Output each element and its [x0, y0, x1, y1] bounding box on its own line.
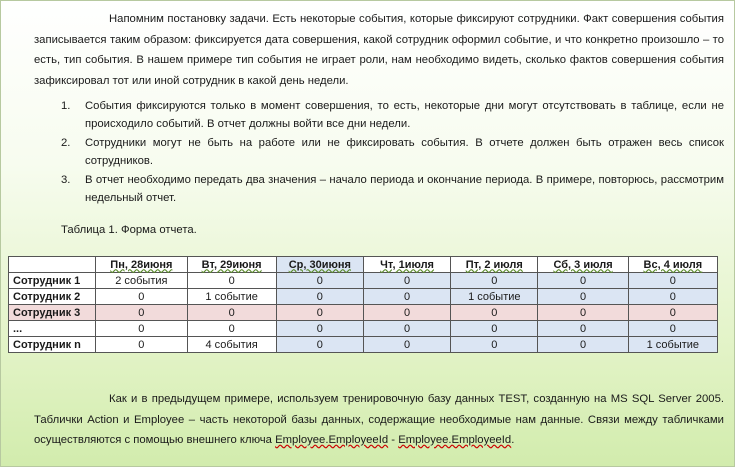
table-cell: 4 события [187, 337, 276, 353]
row-header: Сотрудник n [9, 337, 96, 353]
table-cell: 0 [363, 289, 450, 305]
table-cell: 0 [628, 305, 717, 321]
table-cell: 0 [363, 337, 450, 353]
table-cell: 0 [363, 273, 450, 289]
table-cell: 0 [363, 321, 450, 337]
table-cell: 0 [276, 321, 363, 337]
table-row [9, 289, 718, 305]
table-cell: 0 [276, 305, 363, 321]
list-number: 2. [61, 137, 71, 149]
table-cell: 0 [96, 289, 187, 305]
table-row-highlighted [9, 305, 718, 321]
header-cell: Пн, 28июня [96, 257, 187, 273]
table-cell: 0 [451, 273, 538, 289]
table-cell: 0 [628, 321, 717, 337]
separator: - [388, 434, 399, 446]
table-row [9, 337, 718, 353]
intro-text: Напомним постановку задачи. Есть некоторые события, которые фиксируют сотрудники. Факт совершения события записывается таким образом: фиксируется дата совершения, какой сотрудник оформил событие, и что конкретно произошло – то есть, тип события. В нашем примере тип события не играет роли, нам необходимо видеть, сколько фактов совершения события зафиксировал тот или иной сотрудник в какой день недели. [34, 13, 724, 87]
list-item [34, 134, 724, 170]
table-cell: 0 [538, 305, 628, 321]
list-text: События фиксируются только в момент совершения, то есть, некоторые дни могут отсутствовать в таблице, если не происходило событий. В отчет должны войти все дни недели. [85, 100, 724, 130]
intro-paragraph [34, 9, 724, 91]
list-number: 1. [61, 100, 71, 112]
list-text: В отчет необходимо передать два значения – начало периода и окончание периода. В примере, повторюсь, рассмотрим недельный отчет. [85, 174, 724, 204]
list-item [34, 171, 724, 207]
requirements-list [34, 97, 724, 208]
header-cell: Пт, 2 июля [451, 257, 538, 273]
row-header: ... [9, 321, 96, 337]
table-cell: 0 [276, 273, 363, 289]
table-cell: 0 [451, 337, 538, 353]
table-cell: 0 [96, 321, 187, 337]
table-header-row [9, 257, 718, 273]
row-header: Сотрудник 1 [9, 273, 96, 289]
table-cell: 0 [363, 305, 450, 321]
table-cell: 1 событие [628, 337, 717, 353]
list-number: 3. [61, 174, 71, 186]
foreign-key-ref: Employee.EmployeeId [275, 434, 389, 446]
outro-text: Как и в предыдущем примере, используем тренировочную базу данных TEST, созданную на MS SQL Server 2005. Таблички Action и Employee – часть некоторой базы данных, содержащие необходимые нам данные. Связи между табличками осуществляются с помощью внешнего ключа [34, 393, 724, 446]
table-cell: 0 [451, 321, 538, 337]
list-item [34, 97, 724, 133]
table-cell: 0 [538, 321, 628, 337]
table-row [9, 273, 718, 289]
header-cell: Вс, 4 июля [628, 257, 717, 273]
table-cell: 0 [276, 337, 363, 353]
header-cell: Чт, 1июля [363, 257, 450, 273]
table-cell: 0 [538, 289, 628, 305]
table-cell: 0 [538, 273, 628, 289]
table-cell: 0 [628, 289, 717, 305]
table-cell: 0 [276, 289, 363, 305]
table-cell: 0 [96, 337, 187, 353]
list-text: Сотрудники могут не быть на работе или не фиксировать события. В отчете должен быть отражен весь список сотрудников. [85, 137, 724, 167]
table-caption: Таблица 1. Форма отчета. [61, 224, 197, 236]
table-cell: 0 [628, 273, 717, 289]
table-cell: 2 события [96, 273, 187, 289]
period: . [511, 434, 515, 446]
foreign-key-ref: Employee.EmployeeId [398, 434, 512, 446]
outro-paragraph [34, 389, 724, 451]
table-row [9, 321, 718, 337]
row-header: Сотрудник 2 [9, 289, 96, 305]
table-cell: 0 [451, 305, 538, 321]
table-cell: 1 событие [187, 289, 276, 305]
table-cell: 1 событие [451, 289, 538, 305]
table-cell: 0 [187, 273, 276, 289]
header-cell: Ср, 30июня [276, 257, 363, 273]
header-cell-empty [9, 257, 96, 273]
header-cell: Вт, 29июня [187, 257, 276, 273]
table-cell: 0 [538, 337, 628, 353]
row-header: Сотрудник 3 [9, 305, 96, 321]
table-cell: 0 [187, 321, 276, 337]
table-cell: 0 [96, 305, 187, 321]
header-cell: Сб, 3 июля [538, 257, 628, 273]
table-cell: 0 [187, 305, 276, 321]
report-table [8, 256, 718, 353]
